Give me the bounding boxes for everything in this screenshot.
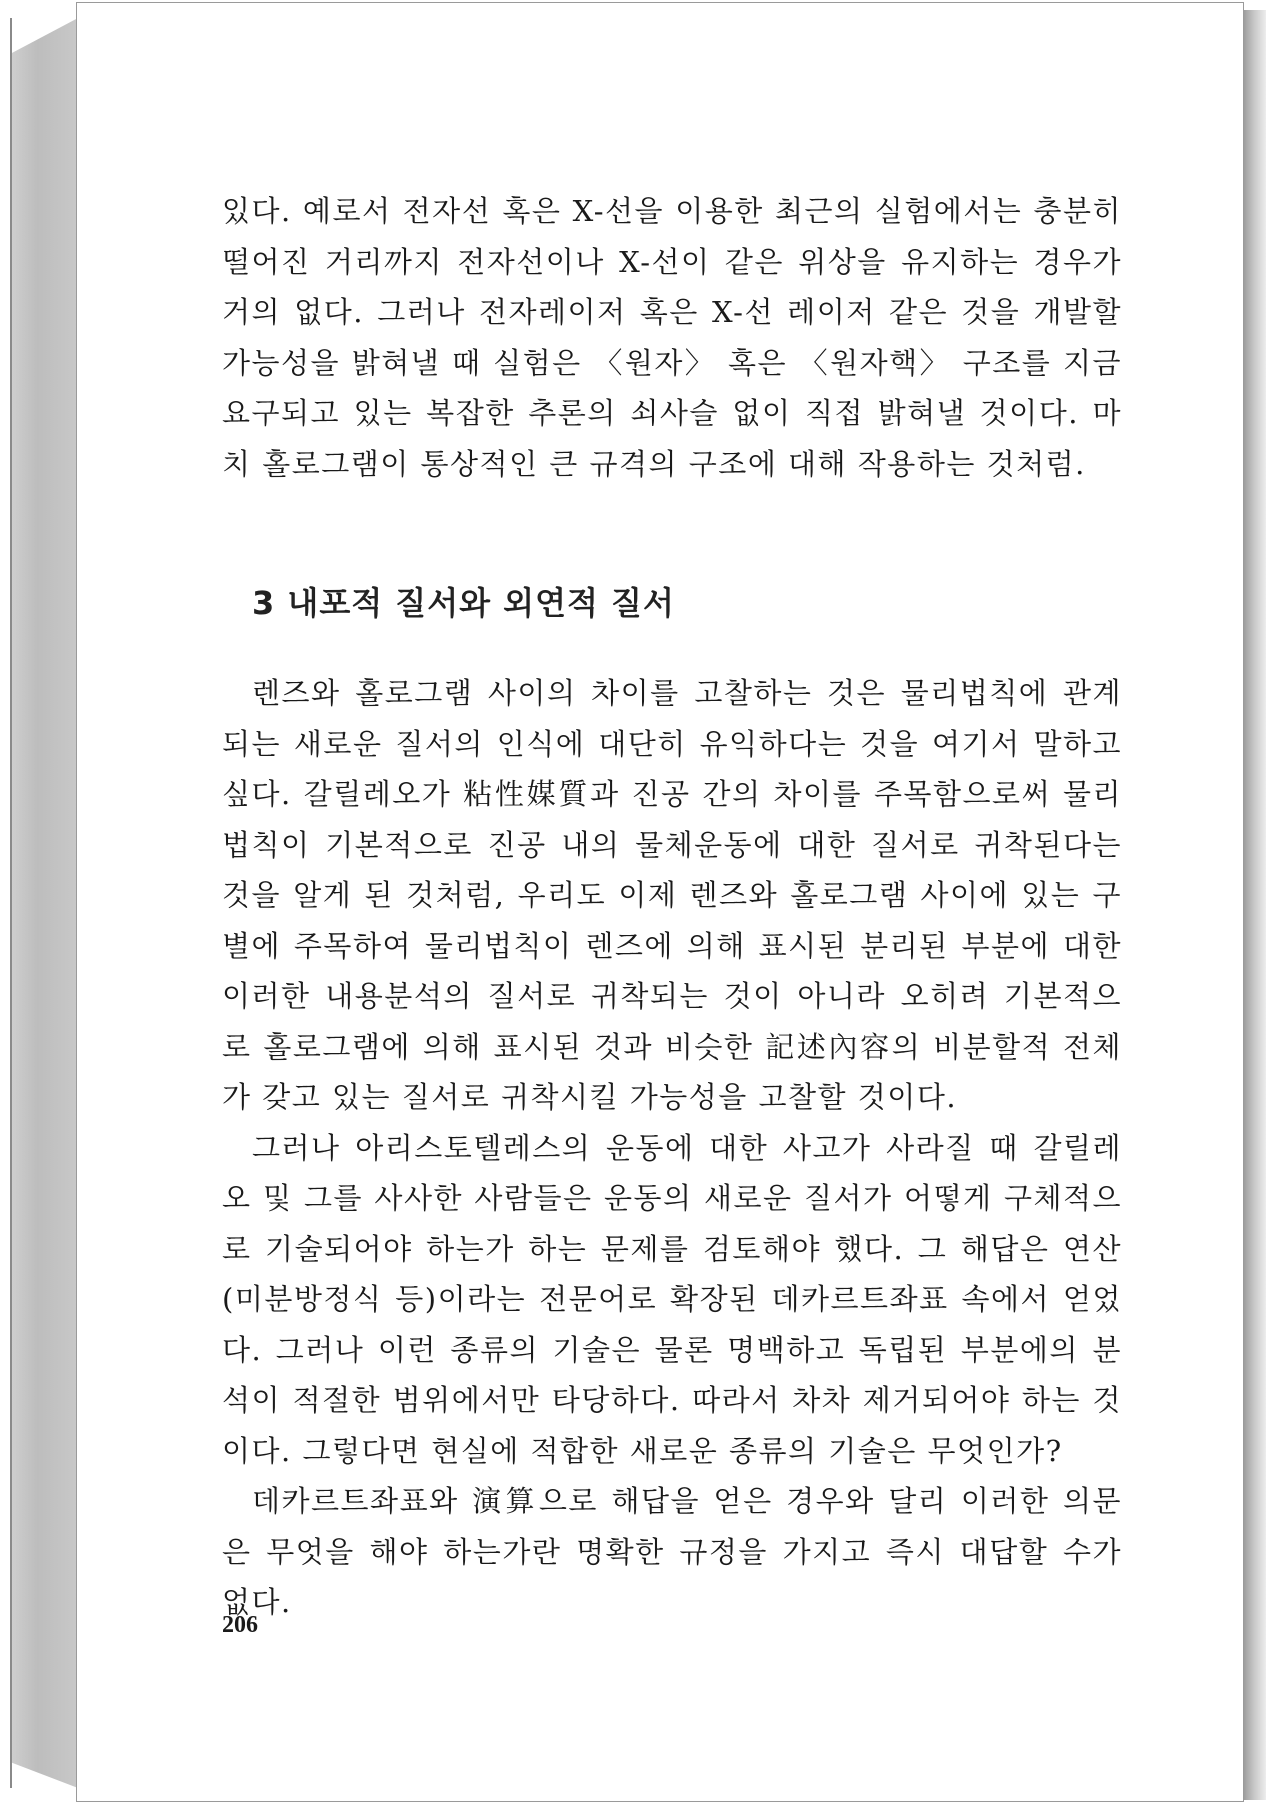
body-paragraph-1: 렌즈와 홀로그램 사이의 차이를 고찰하는 것은 물리법칙에 관계되는 새로운 질서의 인식에 대단히 유익하다는 것을 여기서 말하고 싶다. 갈릴레오가 粘性媒質과 진공 간의 차이를 주목함으로써 물리법칙이 기본적으로 진공 내의 물체운동에 대한 질서로 귀착된다는 것을 알게 된 것처럼, 우리도 이제 렌즈와 홀로그램 사이에 있는 구별에 주목하여 물리법칙이 렌즈에 의해 표시된 분리된 부분에 대한 이러한 내용분석의 질서로 귀착되는 것이 아니라 오히려 기본적으로 홀로그램에 의해 표시된 것과 비슷한 記述內容의 비분할적 전체가 갖고 있는 질서로 귀착시킬 가능성을 고찰할 것이다. [222, 676, 1122, 1114]
body-paragraph-2: 그러나 아리스토텔레스의 운동에 대한 사고가 사라질 때 갈릴레오 및 그를 사사한 사람들은 운동의 새로운 질서가 어떻게 구체적으로 기술되어야 하는가 하는 문제를 검토해야 했다. 그 해답은 연산(미분방정식 등)이라는 전문어로 확장된 데카르트좌표 속에서 얻었다. 그러나 이런 종류의 기술은 물론 명백하고 독립된 부분에의 분석이 적절한 범위에서만 타당하다. 따라서 차차 제거되어야 하는 것이다. 그렇다면 현실에 적합한 새로운 종류의 기술은 무엇인가? [222, 1130, 1122, 1468]
page-edge-shadow [1244, 10, 1266, 1800]
page-number: 206 [222, 1612, 258, 1638]
body-paragraph-3: 데카르트좌표와 演算으로 해답을 얻은 경우와 달리 이러한 의문은 무엇을 해야 하는가란 명확한 규정을 가지고 즉시 대답할 수가 없다. [222, 1484, 1122, 1619]
section-body [222, 668, 1122, 1628]
intro-paragraph-block [222, 186, 1122, 489]
section-heading: 3 내포적 질서와 외연적 질서 [252, 584, 675, 622]
intro-paragraph: 있다. 예로서 전자선 혹은 X-선을 이용한 최근의 실험에서는 충분히 떨어진 거리까지 전자선이나 X-선이 같은 위상을 유지하는 경우가 거의 없다. 그러나 전자레이저 혹은 X-선 레이저 같은 것을 개발할 가능성을 밝혀낼 때 실험은 〈원자〉 혹은 〈원자핵〉 구조를 지금 요구되고 있는 복잡한 추론의 쇠사슬 없이 직접 밝혀낼 것이다. 마치 홀로그램이 통상적인 큰 규격의 구조에 대해 작용하는 것처럼. [222, 194, 1122, 481]
book-spine-edge [10, 18, 80, 1788]
